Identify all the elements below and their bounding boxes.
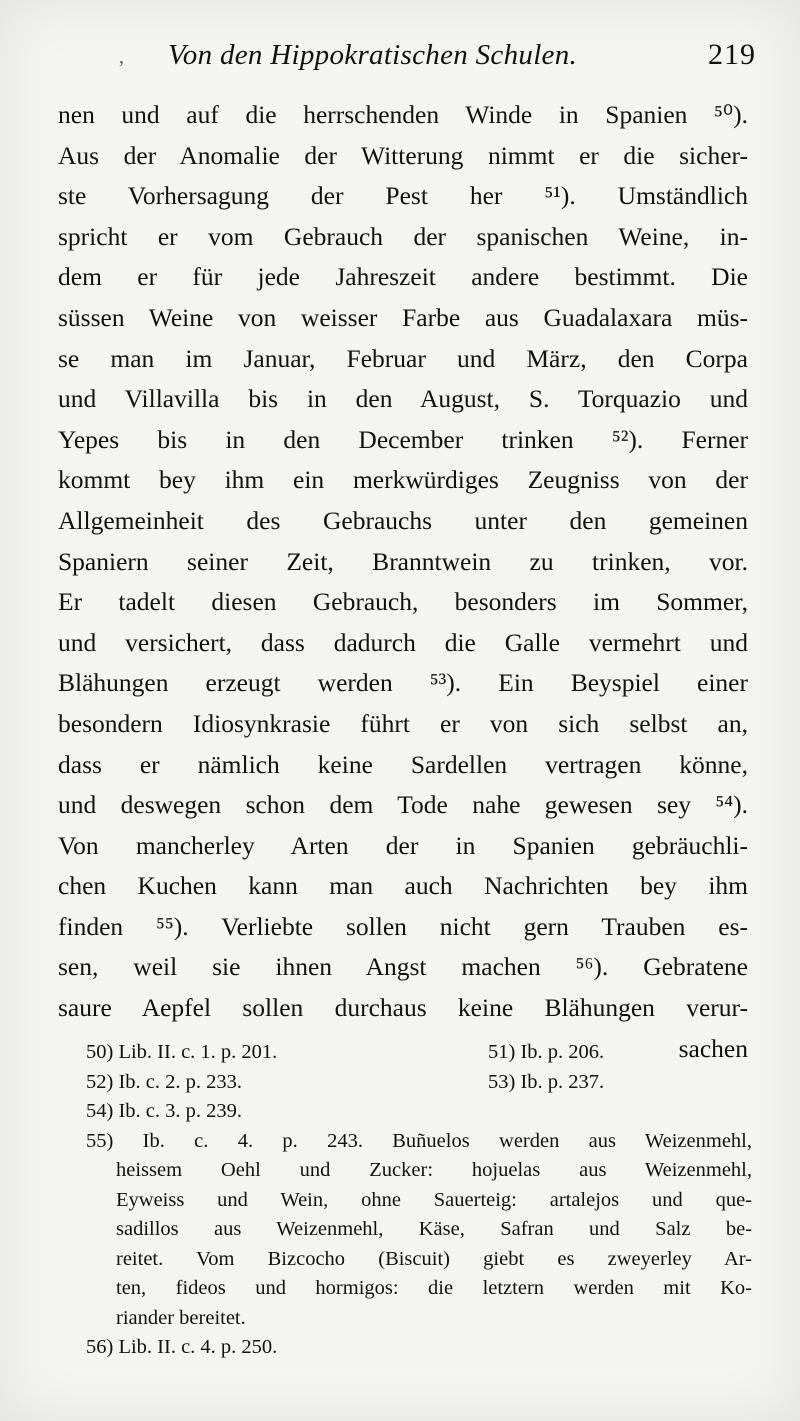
footnote-55-line: heissem Oehl und Zucker: hojuelas aus Weizenmehl, — [116, 1159, 752, 1181]
text-line: Er tadelt diesen Gebrauch, besonders im Sommer, — [58, 587, 748, 617]
text-line: kommt bey ihm ein merkwürdiges Zeugniss von der — [58, 465, 748, 495]
footnote-55-line: ten, fideos und hormigos: die letztern werden mit Ko- — [116, 1277, 752, 1299]
catchword: sachen — [678, 1033, 748, 1063]
footnote-52: 52) Ib. c. 2. p. 233. — [86, 1070, 243, 1093]
footnote-55-line: reitet. Vom Bizcocho (Biscuit) giebt es zweyerley Ar- — [116, 1247, 752, 1270]
footnote-56: 56) Lib. II. c. 4. p. 250. — [86, 1336, 278, 1358]
footnote-55-line: sadillos aus Weizenmehl, Käse, Safran und Salz be- — [116, 1218, 752, 1240]
footnote-row — [86, 1068, 752, 1098]
text-line: Allgemeinheit des Gebrauchs unter den gemeinen — [58, 505, 748, 535]
text-line: saure Aepfel sollen durchaus keine Blähungen verur- — [58, 993, 748, 1023]
footnote-50: 50) Lib. II. c. 1. p. 201. — [86, 1041, 278, 1063]
text-line: dem er für jede Jahreszeit andere bestimmt. Die — [58, 262, 748, 292]
text-line: und versichert, dass dadurch die Galle vermehrt und — [58, 627, 748, 657]
body-text — [58, 95, 748, 1069]
text-line: besondern Idiosynkrasie führt er von sich selbst an, — [58, 708, 748, 738]
text-line: und Villavilla bis in den August, S. Torquazio und — [58, 384, 748, 414]
footnote-55-line: Eyweiss und Wein, ohne Sauerteig: artalejos und que- — [116, 1188, 752, 1211]
text-line: Yepes bis in den December trinken ⁵²). Ferner — [58, 424, 748, 454]
text-line: Von mancherley Arten der in Spanien gebräuchli- — [58, 830, 748, 860]
text-line: Spaniern seiner Zeit, Branntwein zu trinken, vor. — [58, 546, 748, 576]
text-line: nen und auf die herrschenden Winde in Spanien ⁵⁰). — [58, 100, 748, 129]
text-line: und deswegen schon dem Tode nahe gewesen sey ⁵⁴). — [58, 790, 748, 820]
running-title: Von den Hippokratischen Schulen. — [168, 39, 578, 71]
text-line: Blähungen erzeugt werden ⁵³). Ein Beyspiel einer — [58, 668, 748, 698]
text-line: finden ⁵⁵). Verliebte sollen nicht gern Trauben es- — [58, 911, 748, 941]
text-line: ste Vorhersagung der Pest her ⁵¹). Umständlich — [58, 181, 748, 211]
footnote-53: 53) Ib. p. 237. — [488, 1070, 605, 1093]
footnote-row — [86, 1038, 752, 1068]
text-line: spricht er vom Gebrauch der spanischen Weine, in- — [58, 221, 748, 251]
footnote-51: 51) Ib. p. 206. — [488, 1041, 605, 1063]
footnote-54: 54) Ib. c. 3. p. 239. — [86, 1100, 243, 1122]
text-line: sen, weil sie ihnen Angst machen ⁵⁶). Gebratene — [58, 952, 748, 982]
footnote-55-line: 55) Ib. c. 4. p. 243. Buñuelos werden aus Weizenmehl, — [86, 1129, 752, 1152]
text-line: Aus der Anomalie der Witterung nimmt er die sicher- — [58, 140, 748, 170]
page-number: 219 — [708, 38, 756, 71]
text-line: süssen Weine von weisser Farbe aus Guadalaxara müs- — [58, 302, 748, 332]
text-line: chen Kuchen kann man auch Nachrichten bey ihm — [58, 871, 748, 901]
footnotes — [86, 1038, 752, 1363]
text-line: dass er nämlich keine Sardellen vertragen könne, — [58, 749, 748, 779]
header-ornament: ‚ — [118, 46, 125, 68]
page-header — [168, 38, 756, 72]
text-line: se man im Januar, Februar und März, den Corpa — [58, 343, 748, 373]
footnote-55-line: riander bereitet. — [116, 1306, 246, 1329]
